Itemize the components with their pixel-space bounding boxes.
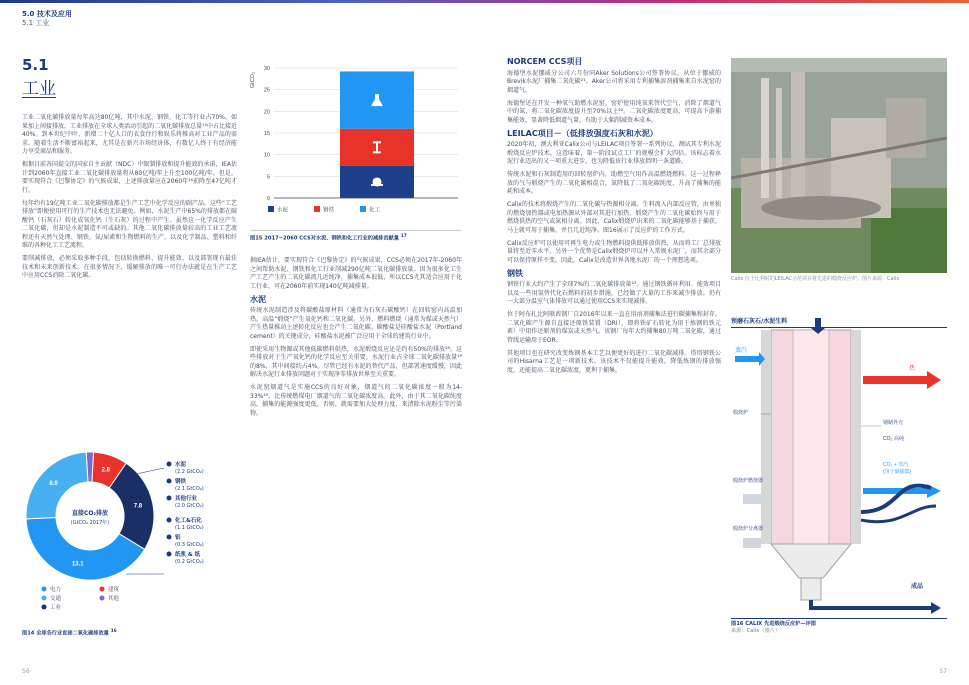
paragraph: 据IEA估计，要实现符合《巴黎协定》的气候成果，CCS必须在2017年-2060年之间帮助水泥、钢铁和化工行业削减290亿吨二氧化碳排放量。因为很多化工生产工艺产生的二氧化碳流几近纯净，捕集成本很低，所以CCS尤其适合应用于化工行业，可在2060年前实现140亿吨减排量。 [250,257,462,290]
caption-ref: 16 [110,629,117,634]
breakdown-name: 其他行业 [175,496,198,502]
breakdown-value: (2.0 GtCO₂) [175,503,204,509]
sector-icon [167,479,172,484]
y-tick-label: 30 [263,66,270,72]
sector-icon [167,535,172,540]
paragraph: Calix反应炉可以使用可再生电力或生物燃料提供低排放供热，从而将工厂总排放量将至近零水平。另外一个优势是Calix煅烧炉可以并入常规水泥厂，而其余部分可以保持原样不变。因此，Calix是改造世界各地水泥厂的一个理想选项。 [507,239,721,264]
paragraph: 钢铁行业大约产生了全球7%的二氧化碳排放量²³。通过钢铁循环利用、能效项目以及一些用氢替代化石燃料的初步措施，已经做了大量的工作来减少排放。仍有一大部分温室气体排放可以通过使用CCS来实现减排。 [507,281,721,305]
legend-label: 工业 [50,605,62,611]
y-tick-label: 5 [266,174,270,181]
breakdown-value: (0.3 GtCO₂) [175,542,204,548]
legend-label: 化工 [369,207,381,214]
label-heat: 热 [909,366,916,372]
plant-photo [731,58,947,273]
figure-15-caption [250,230,462,243]
photo-caption: Calix 位于比利时的LEILAC示范项目将先进的煅烧反应炉。图片来源：Calix [731,276,900,282]
label-steel-shell: 钢制外壳 [883,420,904,426]
legend-swatch-水泥 [268,206,274,212]
section-header [22,10,72,28]
slice-value-label: 13.1 [71,561,84,568]
paragraph: 要削减排放，必须采取多种手段，包括转换燃料、提升能效、以及部署现有最佳技术和未来创新技术。在很多情况下，缓解排放的唯一可行办法就是在生产工艺中应用CCS消除二氧化碳。 [22,255,237,279]
subheading-leilac: LEILAC项目－（低排放强度石灰和水泥） [507,128,658,138]
label-co2: CO₂ 高纯 [883,436,904,442]
label-co2-steam: CO₂ + 蒸汽 [883,462,909,468]
label-product: 成品 [911,584,924,590]
label-separator: 煅烧炉分离器 [733,526,764,532]
legend-swatch-工业 [42,605,47,610]
label-burner: 煅烧炉燃烧器 [733,478,764,484]
legend-swatch-交通 [42,596,47,601]
subheading-steel: 钢铁 [507,268,523,278]
breakdown-name: 水泥 [175,462,187,468]
paragraph: 工业二氧化碳排放量每年高达80亿吨，其中水泥、钢铁、化工等行业占70%。如果加上间接排放，工业排放在全球人类活动引起的二氧化碳排放总量¹⁵中占比接近40%。到本世纪中叶，新增二十亿人口的衣食住行和娱乐将推高对工业产品的需求。随着生活不断富裕起来，尤其是在新兴市场经济体，有数亿人终于有经济能力享受商品和服务。 [22,114,237,155]
breakdown-name: 铝 [175,535,181,541]
calciner-diagram [731,316,947,614]
y-tick-label: 25 [263,87,270,94]
heading-number: 5.1 [22,56,49,74]
paragraph: 位于阿布扎比阿联酋钢厂自2016年以来一直在用溶剂捕集法进行碳捕集和封存。二氧化碳产生源自直接还原铁装置（DRI），即将铁矿石转化为用于炼钢的铁元素）中用作还原剂的煤炭或天然气。该钢厂每年大约捕集80万吨二氧化碳，通过管线运输用于EOR。 [507,311,721,344]
figure-16-caption [731,618,947,635]
caption-number: 图15 [250,235,263,242]
paragraph: 每年约有19亿吨工业二氧化碳排放都是生产工艺中化学反应的副产品。这些“工艺排放”即便使用可行的生产技术也无法避免。例如，水泥生产中65%的排放都在碳酸钙（石灰石）转化成氧化钙（生石灰）的过程中产生。虽然这一化学反应产生二氧化碳，但却是水泥制造不可或缺的。其他二氧化碳排放量较高的工业工艺流程还有天然气处理、钢铁、氨/尿素和生物燃料的生产，以及化学制品、塑料和纤维的各种化工工艺流程。 [22,199,237,249]
caption-number: 图14 [22,630,35,637]
y-tick-label: 20 [263,109,270,116]
legend-label: 其他 [108,596,120,602]
paragraph: 根据目前各国提交的国家自主贡献（NDC）中限制排放和提升能效的承诺，IEA估计到2060年直接工业二氧化碳排放量将从80亿吨/年上升至100亿吨/年。但是，要实现符合《巴黎协定》的气候成果，上述排放量应在2060年¹⁶前降至47亿吨才行。 [22,161,237,194]
paragraph: 水泥窑烟道气是实施CCS的良好对象，烟道气的二氧化碳浓度一般为14-33%²⁰，比传统燃煤电厂烟道气的二氧化碳浓度高。此外，由于其二氧化碳纯度高，捕集的能源强度更低。否则，就需要加大处理力度，来清除水泥粉尘等污染物。 [250,384,462,417]
slice-value-label: 8.0 [49,481,58,488]
helmet-brim-icon [371,184,383,186]
slice-value-label: 7.8 [133,503,143,510]
legend-label: 电力 [50,587,62,593]
breakdown-name: 钢铁 [175,479,187,485]
column-1 [22,114,237,285]
diagram-title: 预磨石灰石/水泥生料 [731,316,947,328]
y-tick-label: 0 [266,196,270,202]
figure-14-caption [22,628,237,638]
paragraph: 传统水泥和石灰制造用的回转窑炉内，助燃空气用作高温燃烧燃料。这一过程释放的气与煅烧产生的二氧化碳相混合，氮降低了二氧化碳纯度，升高了捕集的能耗和成本。 [507,171,721,195]
paragraph: 海德堡还在开发一种氧气助燃水泥窑。窑炉使用纯氧来替代空气，消除了烟道气中的氮，将二氧化碳浓度提升至70%以上²²。二氧化碳浓度更高，可提高下游捕集能效，显著降低烟道气量，有助于大幅削减资本成本。 [507,99,721,124]
label-calciner: 煅烧炉 [733,410,749,416]
legend-swatch-钢铁 [314,206,320,212]
label-steam: 蒸汽 [735,348,748,354]
beam-base-icon [373,151,381,153]
paragraph: 其他项目也在研究改变炼钢基本工艺以便更好的进行二氧化碳减排。塔塔钢铁公司的Hisarna工艺是一项新技术。该技术不仅能提升能效，降低炼钢的排放强度，还能提高二氧化碳浓度，更利于捕集。 [507,349,721,374]
slice-value-label: 2.8 [101,467,111,474]
page-number-right: 57 [939,668,947,675]
label-reuse: (用于碳捕集) [883,469,912,475]
breakdown-value: (2.2 GtCO₂) [175,469,204,475]
breakdown-name: 纸浆 & 纸 [175,552,201,558]
caption-ref: 17 [400,234,407,239]
heading-title: 工业 [22,79,56,99]
top-gradient-bar [0,0,969,3]
legend-label: 建筑 [108,587,120,593]
caption-source: 来源：Calix（图片） [731,628,781,634]
legend-swatch-化工 [360,206,366,212]
caption-number: 图16 [731,621,744,627]
paragraph: 传统水泥制造涉及将碳酸盐原材料（通常为石灰石碳酸钙）在回转窑内高温加热。高温“煅烧”产生氧化钙和二氧化碳。另外，燃料燃烧（通常为煤或天然气）产生热量推动上述转化反应也会产生二氧化碳。碳酸盐是硅酸盐水泥（Portland cement）的关键成分，硅酸盐水泥被广泛应用于全球的建筑行业中。 [250,307,462,340]
column-3 [507,58,721,380]
subsection-label: 5.1 工业 [22,19,50,27]
legend-swatch-其他 [100,596,105,601]
connector-line [136,468,164,474]
breakdown-value: (1.1 GtCO₂) [175,525,204,531]
stacked-bar-chart [248,60,464,222]
subheading-norcem: NORCEM CCS项目 [507,57,583,66]
y-tick-label: 15 [263,131,270,137]
y-axis-label: GtCO₂ [250,71,256,89]
breakdown-value: (0.2 GtCO₂) [175,559,204,565]
donut-chart [18,438,243,633]
legend-swatch-建筑 [100,587,105,592]
donut-center-title: 直接CO₂排放 [71,510,109,517]
sector-icon [167,462,172,467]
paragraph: 即使采用生物源或其他低碳燃料供热，水泥煅烧反应还是约有50%的排放¹⁸。这些排放对于生产氧化钙的化学反应至关重要。水泥行业占全球二氧化碳排放量¹⁹的8%，其中间接约占4%。尽管已经有水泥的替代产品，但部署速度缓慢，因此解决水泥行业排放问题对于实现净零排放世界至关重要。 [250,345,462,378]
paragraph: Calix的技术将煅烧产生的二氧化碳与热源相分离。生料流入内部反应管，由单独的燃烧加热器或电加热源从外部对其进行加热。煅烧产生的二氧化碳始终与用于燃烧供热的空气或氮相分离。因此，Calix煅烧炉出来的二氧化碳能够基于捕获，马上就可用于捕集，并且几近纯净。图16展示了反应炉的工作方式。 [507,201,721,234]
page-number-left: 56 [22,668,30,675]
legend-label: 水泥 [277,207,289,214]
paragraph: 2020年初，澳大利亚Calix公司与LEILAC项目签署一系列协议，测试其专利水泥煅烧反应炉技术。这意味着，第一阶段试点工厂的规模会扩大四倍。该标志着水泥行业迈出的又一项重大进步，也为降低该行业排放指明一条道路。 [507,141,721,165]
section-label: 5.0 技术及应用 [22,10,72,18]
y-tick-label: 10 [263,152,270,159]
legend-label: 交通 [50,596,62,602]
paragraph: 海德堡水泥挪威分公司六月份同Aker Solutions公司签署协议，从位于挪威的Brevik水泥厂捕集二氧化碳²¹。Aker公司将采用专利捕集溶剂捕集来自水泥窑的烟道气。 [507,69,721,94]
breakdown-name: 化工&石化 [175,518,202,524]
column-2 [250,257,462,423]
sector-icon [167,496,172,501]
caption-text: 全球各行业直接二氧化碳排放量 [36,630,109,637]
caption-text: 2017~2060 CCS对水泥、钢铁和化工行业的减排贡献量 [264,235,399,242]
sector-icon [167,552,172,557]
subheading-cement: 水泥 [250,294,266,304]
sector-icon [167,518,172,523]
legend-swatch-电力 [42,587,47,592]
legend-label: 钢铁 [323,207,335,214]
donut-center-subtitle: (GtCO₂ 2017年) [70,520,110,526]
caption-text: CALIX 先进煅烧反应炉—评图 [745,621,816,627]
breakdown-value: (2.1 GtCO₂) [175,486,204,492]
